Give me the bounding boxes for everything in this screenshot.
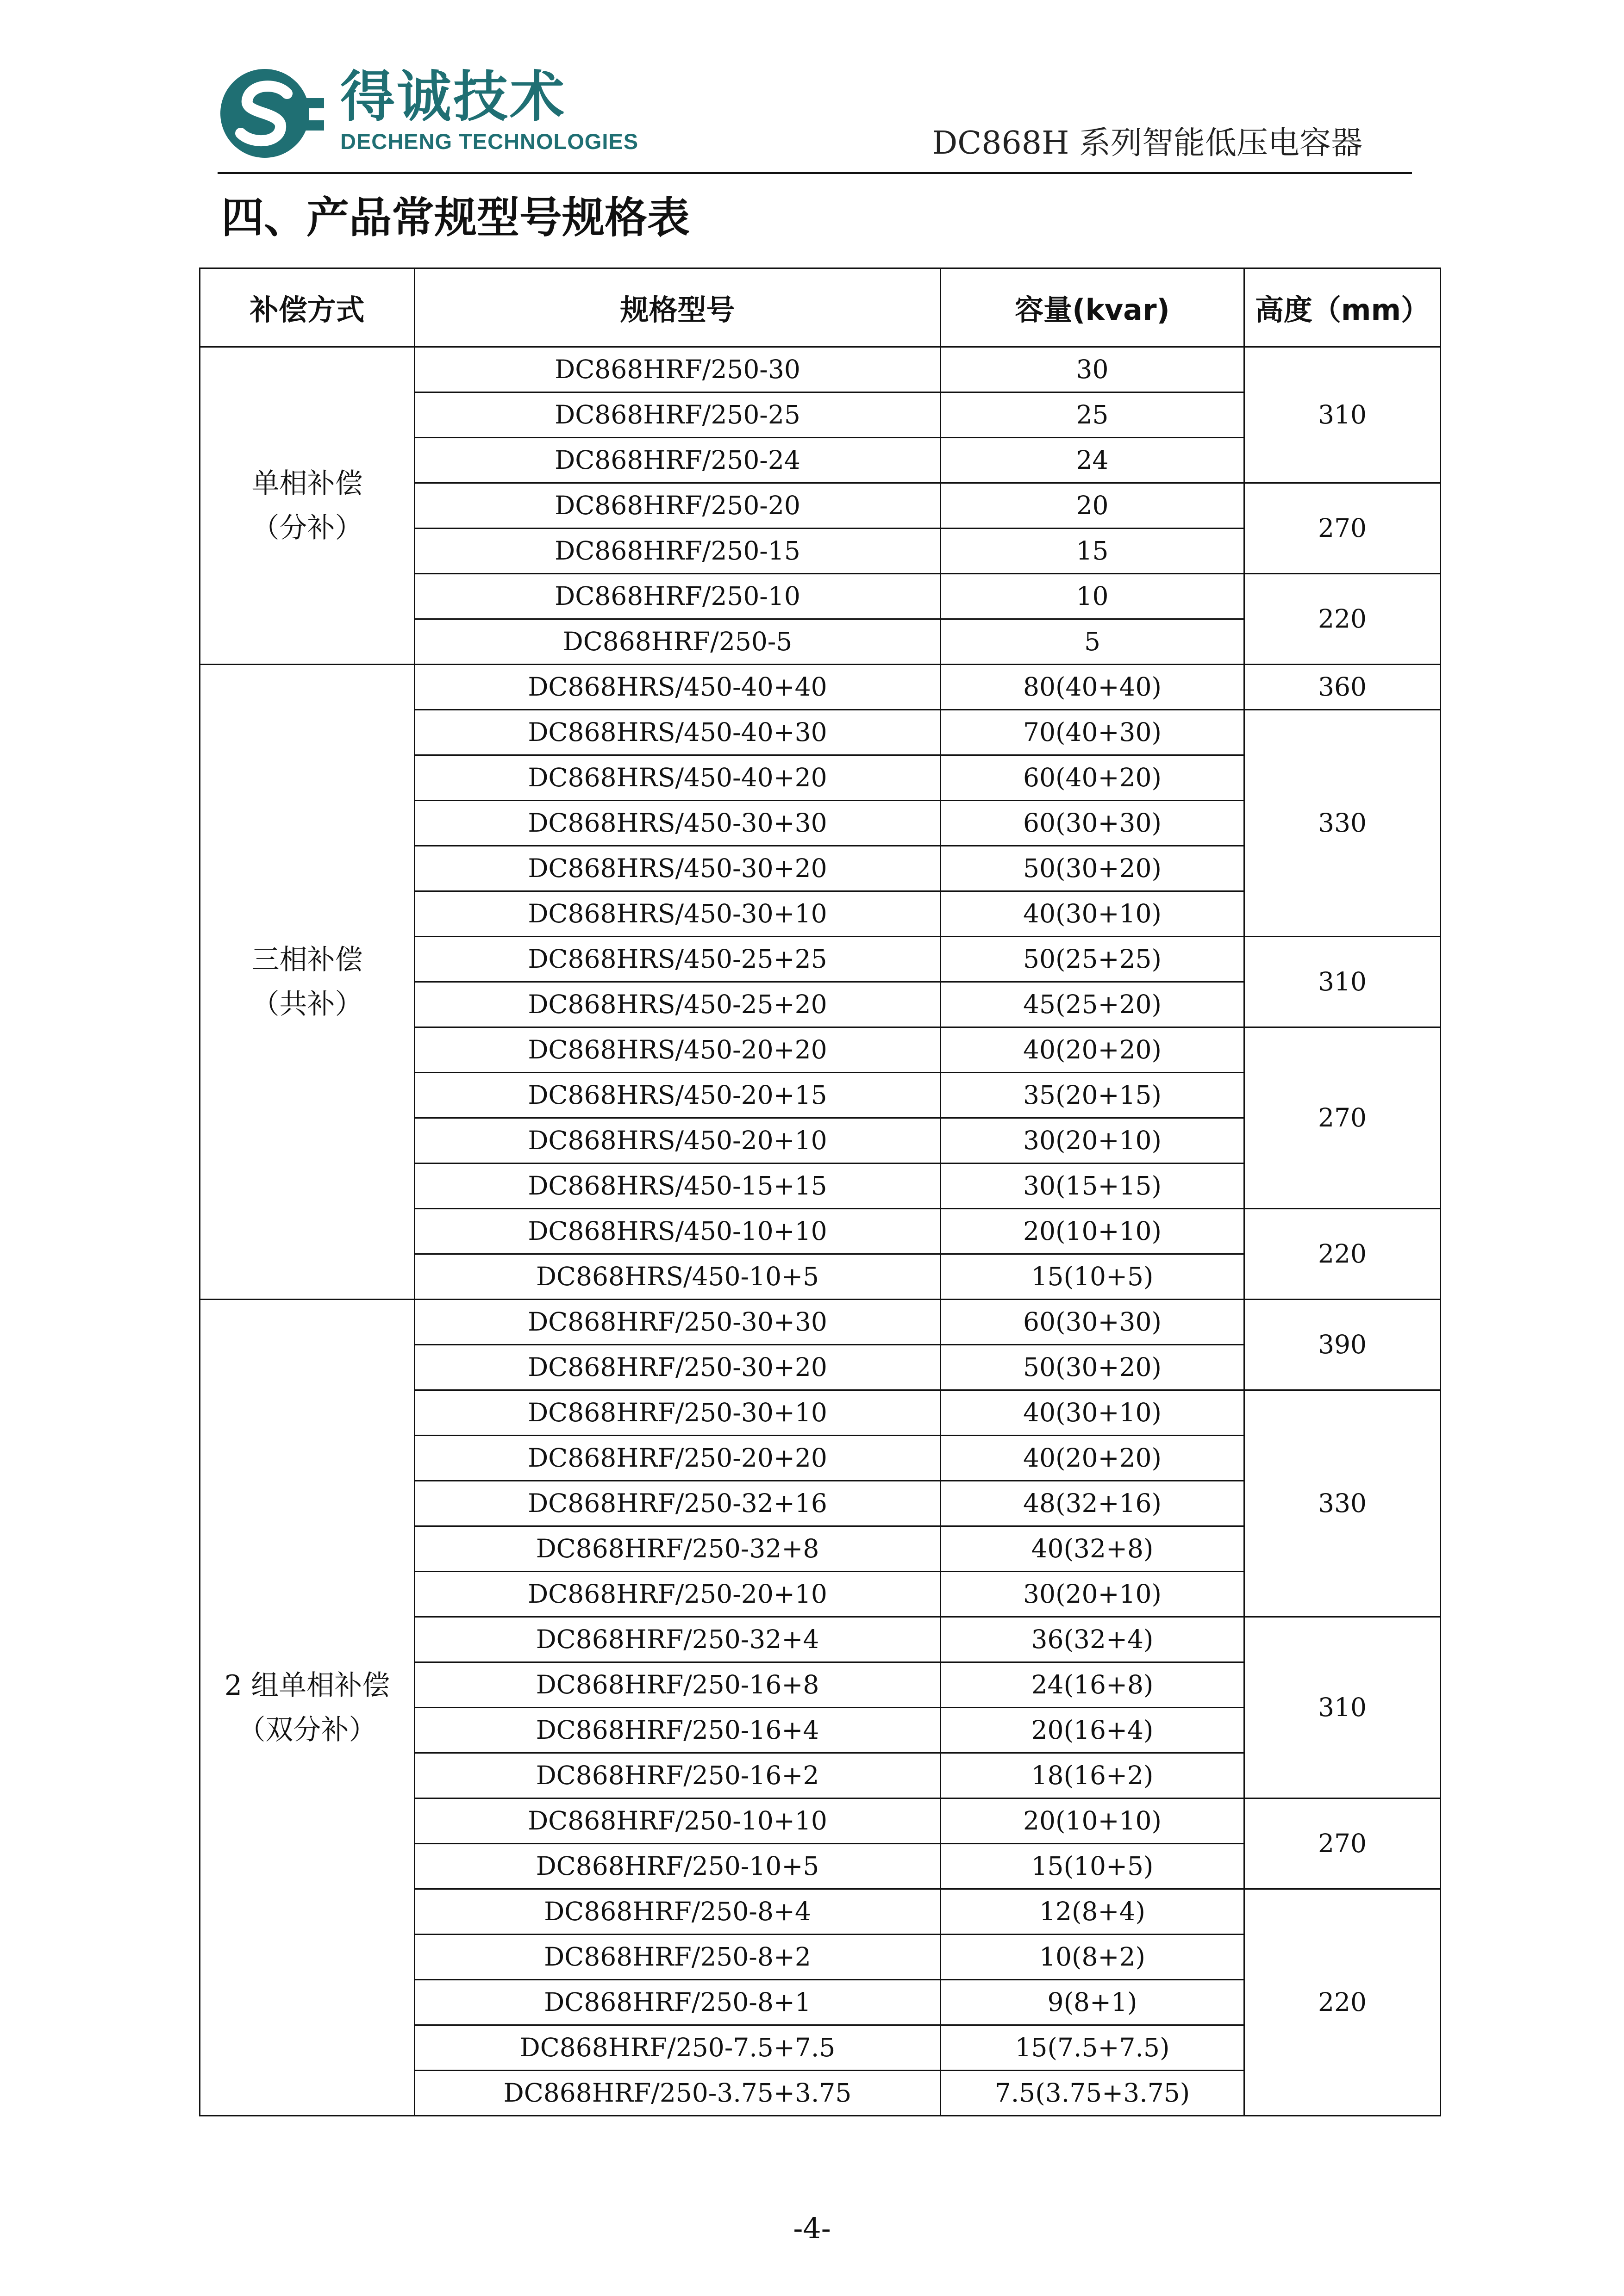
model-cell: DC868HRS/450-30+30 — [415, 801, 941, 846]
capacity-cell: 50(30+20) — [941, 846, 1244, 891]
compensation-type-cell — [200, 665, 415, 1300]
height-cell: 360 — [1244, 665, 1441, 710]
model-cell: DC868HRF/250-32+16 — [415, 1481, 941, 1526]
height-cell: 330 — [1244, 1390, 1441, 1617]
model-cell: DC868HRS/450-10+10 — [415, 1209, 941, 1254]
compensation-type-name: 2 组单相补偿 — [224, 1669, 390, 1702]
table-header-row — [200, 268, 1441, 347]
height-cell: 390 — [1244, 1300, 1441, 1390]
compensation-type-subname: （双分补） — [237, 1713, 377, 1746]
model-cell: DC868HRS/450-25+25 — [415, 937, 941, 982]
capacity-cell: 40(30+10) — [941, 1390, 1244, 1436]
model-cell: DC868HRF/250-16+2 — [415, 1753, 941, 1798]
capacity-cell: 18(16+2) — [941, 1753, 1244, 1798]
company-logo — [218, 65, 329, 162]
compensation-type-subname: （共补） — [251, 988, 363, 1020]
capacity-cell: 40(20+20) — [941, 1027, 1244, 1073]
model-cell: DC868HRF/250-8+1 — [415, 1980, 941, 2025]
model-cell: DC868HRF/250-10 — [415, 574, 941, 619]
capacity-cell: 20(10+10) — [941, 1209, 1244, 1254]
model-cell: DC868HRS/450-40+20 — [415, 755, 941, 801]
table-body — [200, 347, 1441, 2116]
model-cell: DC868HRF/250-24 — [415, 438, 941, 483]
compensation-type-cell — [200, 347, 415, 665]
capacity-cell: 25 — [941, 392, 1244, 438]
compensation-type-name: 单相补偿 — [251, 467, 363, 500]
compensation-type-name: 三相补偿 — [251, 943, 363, 976]
height-cell: 310 — [1244, 347, 1441, 483]
capacity-cell: 30(20+10) — [941, 1572, 1244, 1617]
capacity-cell: 60(40+20) — [941, 755, 1244, 801]
capacity-cell: 35(20+15) — [941, 1073, 1244, 1118]
table-row — [200, 665, 1441, 710]
capacity-cell: 70(40+30) — [941, 710, 1244, 755]
model-cell: DC868HRS/450-10+5 — [415, 1254, 941, 1300]
company-name-en: DECHENG TECHNOLOGIES — [340, 129, 639, 154]
capacity-cell: 30(15+15) — [941, 1164, 1244, 1209]
model-cell: DC868HRF/250-25 — [415, 392, 941, 438]
capacity-cell: 12(8+4) — [941, 1889, 1244, 1935]
height-cell: 220 — [1244, 1209, 1441, 1300]
model-cell: DC868HRF/250-8+4 — [415, 1889, 941, 1935]
model-cell: DC868HRF/250-30+10 — [415, 1390, 941, 1436]
capacity-cell: 36(32+4) — [941, 1617, 1244, 1662]
model-cell: DC868HRS/450-20+20 — [415, 1027, 941, 1073]
model-cell: DC868HRF/250-30 — [415, 347, 941, 392]
column-header-capacity: 容量(kvar) — [941, 268, 1244, 347]
model-cell: DC868HRF/250-7.5+7.5 — [415, 2025, 941, 2071]
spec-table — [199, 268, 1441, 2116]
column-header-compensation: 补偿方式 — [200, 268, 415, 347]
model-cell: DC868HRF/250-16+4 — [415, 1708, 941, 1753]
capacity-cell: 15(10+5) — [941, 1254, 1244, 1300]
company-name-cn: 得诚技术 — [340, 65, 567, 129]
model-cell: DC868HRF/250-30+20 — [415, 1345, 941, 1390]
model-cell: DC868HRS/450-40+30 — [415, 710, 941, 755]
height-cell: 270 — [1244, 483, 1441, 574]
capacity-cell: 45(25+20) — [941, 982, 1244, 1027]
capacity-cell: 15(7.5+7.5) — [941, 2025, 1244, 2071]
page-number: -4- — [793, 2211, 831, 2245]
compensation-type-subname: （分补） — [251, 511, 363, 544]
model-cell: DC868HRF/250-10+5 — [415, 1844, 941, 1889]
capacity-cell: 30 — [941, 347, 1244, 392]
capacity-cell: 30(20+10) — [941, 1118, 1244, 1164]
height-cell: 310 — [1244, 1617, 1441, 1798]
model-cell: DC868HRF/250-3.75+3.75 — [415, 2071, 941, 2116]
capacity-cell: 15(10+5) — [941, 1844, 1244, 1889]
model-cell: DC868HRS/450-15+15 — [415, 1164, 941, 1209]
column-header-height: 高度（mm） — [1244, 268, 1441, 347]
table-row — [200, 347, 1441, 392]
capacity-cell: 40(20+20) — [941, 1436, 1244, 1481]
capacity-cell: 20(10+10) — [941, 1798, 1244, 1844]
capacity-cell: 50(25+25) — [941, 937, 1244, 982]
capacity-cell: 80(40+40) — [941, 665, 1244, 710]
header-divider — [218, 172, 1412, 174]
model-cell: DC868HRF/250-20+10 — [415, 1572, 941, 1617]
height-cell: 270 — [1244, 1027, 1441, 1209]
model-cell: DC868HRF/250-32+8 — [415, 1526, 941, 1572]
model-cell: DC868HRF/250-20 — [415, 483, 941, 529]
model-cell: DC868HRS/450-20+10 — [415, 1118, 941, 1164]
compensation-type-cell — [200, 1300, 415, 2116]
model-cell: DC868HRF/250-15 — [415, 529, 941, 574]
capacity-cell: 48(32+16) — [941, 1481, 1244, 1526]
height-cell: 310 — [1244, 937, 1441, 1027]
capacity-cell: 10(8+2) — [941, 1935, 1244, 1980]
model-cell: DC868HRS/450-40+40 — [415, 665, 941, 710]
height-cell: 270 — [1244, 1798, 1441, 1889]
capacity-cell: 24(16+8) — [941, 1662, 1244, 1708]
model-cell: DC868HRF/250-5 — [415, 619, 941, 665]
model-cell: DC868HRF/250-32+4 — [415, 1617, 941, 1662]
model-cell: DC868HRS/450-30+10 — [415, 891, 941, 937]
capacity-cell: 9(8+1) — [941, 1980, 1244, 2025]
column-header-model: 规格型号 — [415, 268, 941, 347]
capacity-cell: 20 — [941, 483, 1244, 529]
capacity-cell: 20(16+4) — [941, 1708, 1244, 1753]
model-cell: DC868HRF/250-30+30 — [415, 1300, 941, 1345]
model-cell: DC868HRS/450-30+20 — [415, 846, 941, 891]
model-cell: DC868HRS/450-25+20 — [415, 982, 941, 1027]
height-cell: 220 — [1244, 1889, 1441, 2116]
capacity-cell: 60(30+30) — [941, 801, 1244, 846]
height-cell: 330 — [1244, 710, 1441, 937]
capacity-cell: 50(30+20) — [941, 1345, 1244, 1390]
model-cell: DC868HRF/250-10+10 — [415, 1798, 941, 1844]
document-title: DC868H 系列智能低压电容器 — [932, 125, 1362, 162]
height-cell: 220 — [1244, 574, 1441, 665]
section-title: 四、产品常规型号规格表 — [221, 193, 690, 243]
capacity-cell: 40(32+8) — [941, 1526, 1244, 1572]
table-row — [200, 1300, 1441, 1345]
model-cell: DC868HRS/450-20+15 — [415, 1073, 941, 1118]
model-cell: DC868HRF/250-16+8 — [415, 1662, 941, 1708]
model-cell: DC868HRF/250-8+2 — [415, 1935, 941, 1980]
capacity-cell: 40(30+10) — [941, 891, 1244, 937]
capacity-cell: 15 — [941, 529, 1244, 574]
capacity-cell: 60(30+30) — [941, 1300, 1244, 1345]
capacity-cell: 7.5(3.75+3.75) — [941, 2071, 1244, 2116]
capacity-cell: 10 — [941, 574, 1244, 619]
capacity-cell: 5 — [941, 619, 1244, 665]
capacity-cell: 24 — [941, 438, 1244, 483]
model-cell: DC868HRF/250-20+20 — [415, 1436, 941, 1481]
